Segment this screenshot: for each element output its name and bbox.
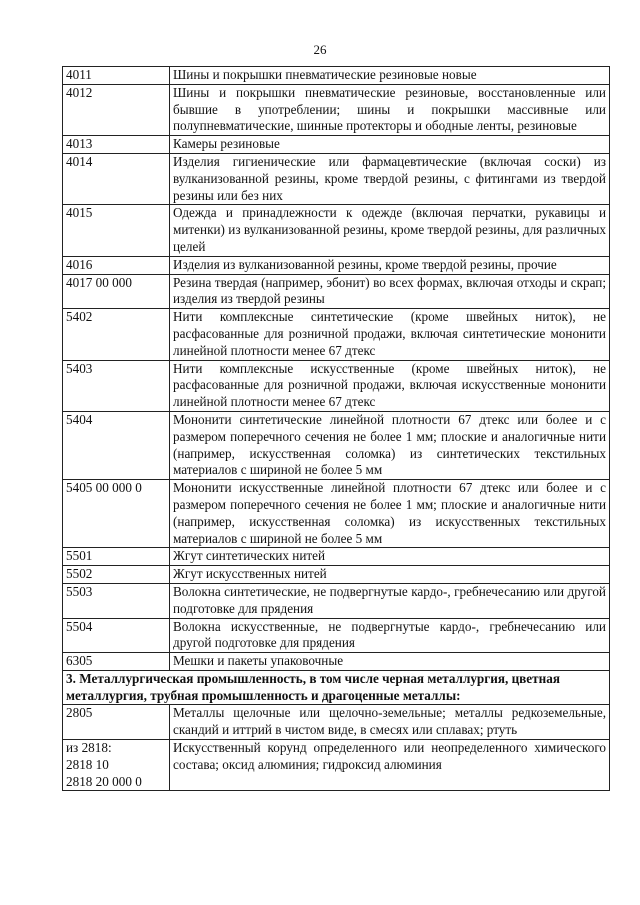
table-row xyxy=(63,583,610,618)
row-code: 5503 xyxy=(63,583,170,618)
row-description: Шины и покрышки пневматические резиновые новые xyxy=(170,67,610,85)
table-row xyxy=(63,256,610,274)
row-description: Мешки и пакеты упаковочные xyxy=(170,653,610,671)
row-description: Камеры резиновые xyxy=(170,136,610,154)
table-row xyxy=(63,618,610,653)
table-row xyxy=(63,705,610,740)
row-code: 5403 xyxy=(63,360,170,411)
row-description: Нити комплексные искусственные (кроме швейных ниток), не расфасованные для розничной продажи, включая искусственные мононити линейной плотности менее 67 дтекс xyxy=(170,360,610,411)
row-description: Резина твердая (например, эбонит) во всех формах, включая отходы и скрап; изделия из твердой резины xyxy=(170,274,610,309)
table-row xyxy=(63,153,610,204)
row-code: 5405 00 000 0 xyxy=(63,480,170,548)
code-line: 2818 20 000 0 xyxy=(66,773,142,789)
table-row xyxy=(63,274,610,309)
code-line: 2818 10 xyxy=(66,756,109,772)
row-code: 4015 xyxy=(63,205,170,256)
row-code: 5504 xyxy=(63,618,170,653)
row-code: 5502 xyxy=(63,566,170,584)
table-row xyxy=(63,480,610,548)
table-row xyxy=(63,84,610,135)
table-row xyxy=(63,360,610,411)
row-description: Жгут искусственных нитей xyxy=(170,566,610,584)
table-row xyxy=(63,548,610,566)
row-description: Нити комплексные синтетические (кроме швейных ниток), не расфасованные для розничной продажи, включая синтетические мононити линейной плотности менее 67 дтекс xyxy=(170,309,610,360)
row-description: Металлы щелочные или щелочно-земельные; металлы редкоземельные, скандий и иттрий в чистом виде, в смесях или сплавах; ртуть xyxy=(170,705,610,740)
row-code: 6305 xyxy=(63,653,170,671)
page-number: 26 xyxy=(313,42,327,57)
table-row xyxy=(63,136,610,154)
row-description: Мононити искусственные линейной плотности 67 дтекс или более и с размером поперечного сечения не более 1 мм; плоские и аналогичные нити (например, искусственная соломка) из искусственных текстильных материалов с шириной не более 5 мм xyxy=(170,480,610,548)
section-heading: 3. Металлургическая промышленность, в том числе черная металлургия, цветная металлургия, трубная промышленность и драгоценные металлы: xyxy=(63,670,610,705)
row-code: 5404 xyxy=(63,411,170,479)
row-code: 4012 xyxy=(63,84,170,135)
row-description: Изделия гигиенические или фармацевтические (включая соски) из вулканизованной резины, кроме твердой резины, с фитингами из твердой резины или без них xyxy=(170,153,610,204)
row-code: 4016 xyxy=(63,256,170,274)
row-description: Жгут синтетических нитей xyxy=(170,548,610,566)
code-line: 2805 xyxy=(66,705,93,721)
table-row xyxy=(63,309,610,360)
row-code: 4013 xyxy=(63,136,170,154)
row-code: 5501 xyxy=(63,548,170,566)
table-row xyxy=(63,566,610,584)
row-code: 4017 00 000 xyxy=(63,274,170,309)
row-description: Одежда и принадлежности к одежде (включая перчатки, рукавицы и митенки) из вулканизованной резины, кроме твердой резины, для различных целей xyxy=(170,205,610,256)
row-description: Искусственный корунд определенного или неопределенного химического состава; оксид алюминия; гидроксид алюминия xyxy=(170,740,610,791)
row-description: Мононити синтетические линейной плотности 67 дтекс или более и с размером поперечного сечения не более 1 мм; плоские и аналогичные нити (например, искусственная соломка) из синтетических текстильных материалов с шириной не более 5 мм xyxy=(170,411,610,479)
table-row xyxy=(63,653,610,671)
codes-table xyxy=(62,66,610,791)
row-description: Волокна искусственные, не подвергнутые кардо-, гребнечесанию или другой подготовке для прядения xyxy=(170,618,610,653)
row-description: Волокна синтетические, не подвергнутые кардо-, гребнечесанию или другой подготовке для прядения xyxy=(170,583,610,618)
row-code: 4014 xyxy=(63,153,170,204)
section-header-row xyxy=(63,670,610,705)
table-row xyxy=(63,205,610,256)
row-description: Изделия из вулканизованной резины, кроме твердой резины, прочие xyxy=(170,256,610,274)
row-code xyxy=(63,705,170,740)
row-code xyxy=(63,740,170,791)
table-row xyxy=(63,411,610,479)
code-line: из 2818: xyxy=(66,740,112,756)
row-code: 5402 xyxy=(63,309,170,360)
table-row xyxy=(63,740,610,791)
row-description: Шины и покрышки пневматические резиновые, восстановленные или бывшие в употреблении; шины и покрышки массивные или полупневматические, шинные протекторы и ободные ленты, резиновые xyxy=(170,84,610,135)
table-row xyxy=(63,67,610,85)
row-code: 4011 xyxy=(63,67,170,85)
